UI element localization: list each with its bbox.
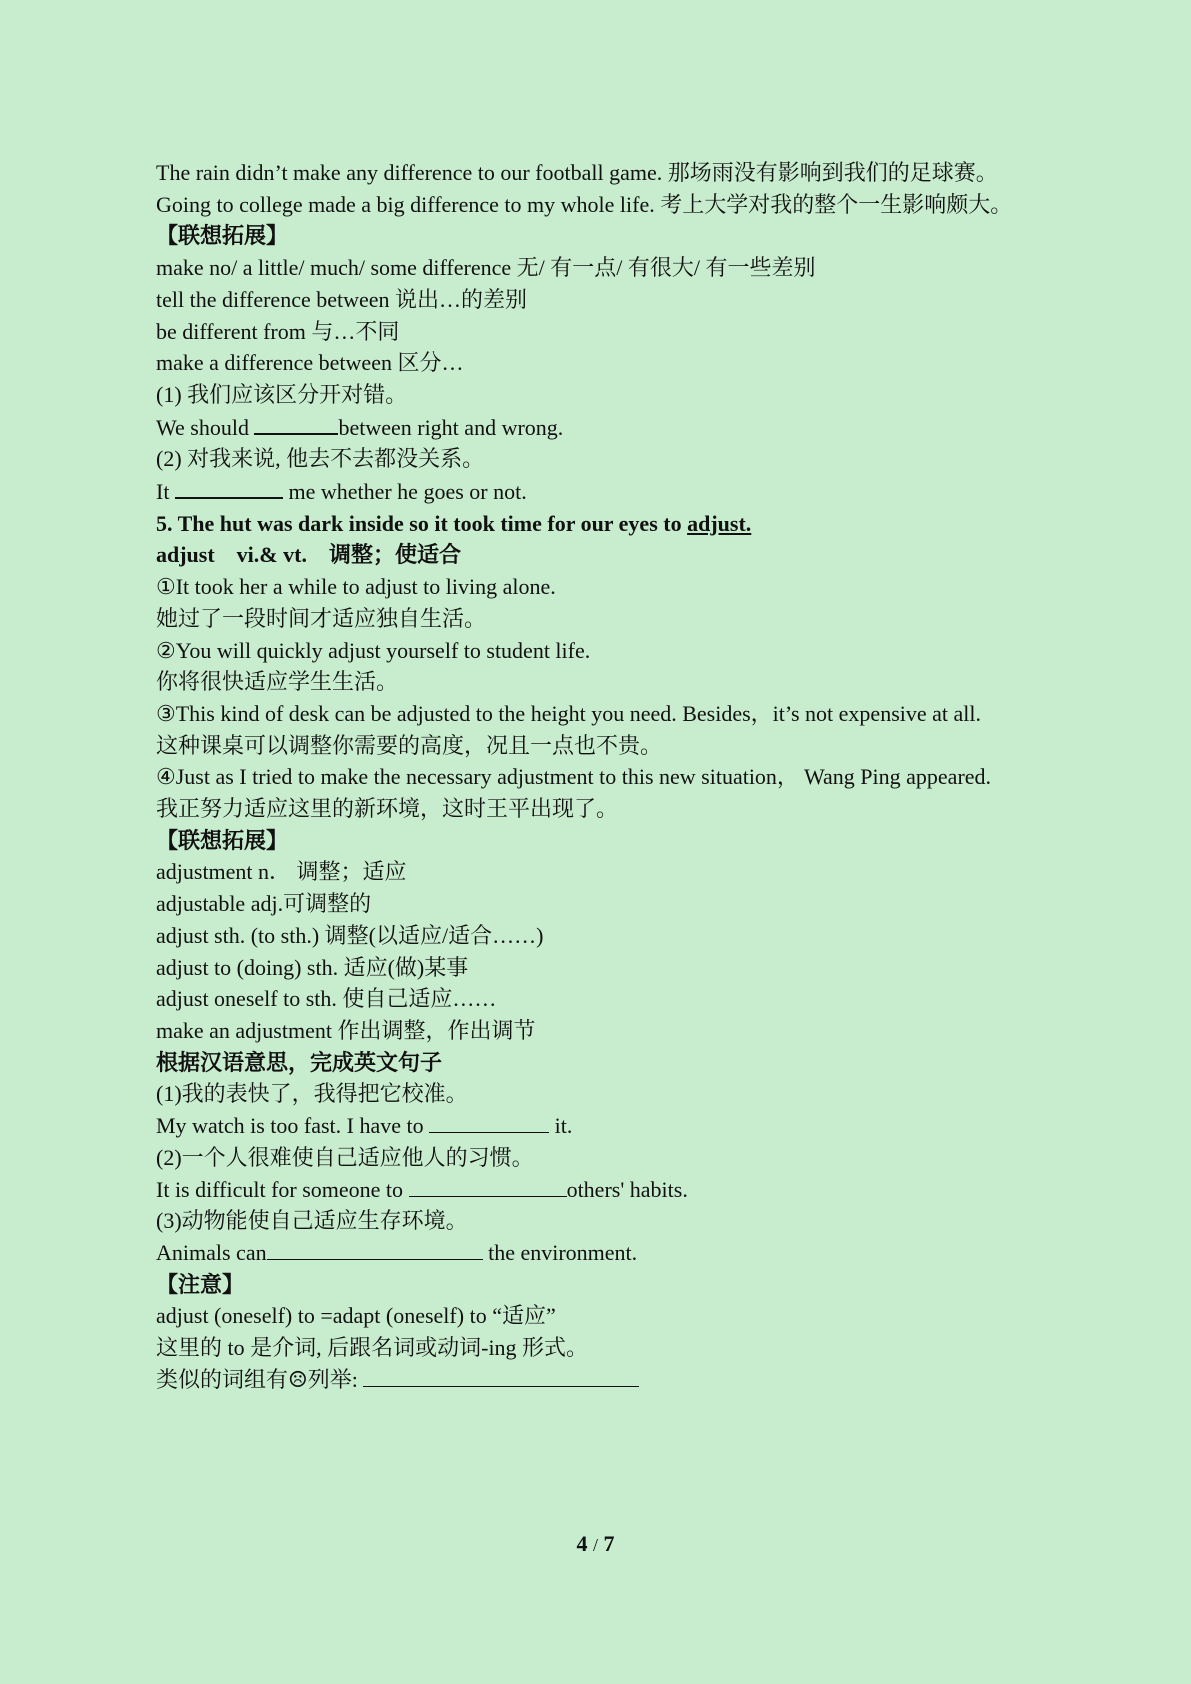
answer-blank[interactable] xyxy=(267,1237,483,1260)
exercise-text: It is difficult for someone to xyxy=(156,1176,409,1202)
exercise-text: others' habits. xyxy=(566,1176,688,1202)
phrase-line: adjust oneself to sth. 使自己适应…… xyxy=(156,986,497,1012)
example-sentence: The rain didn’t make any difference to our football game. 那场雨没有影响到我们的足球赛。 xyxy=(156,160,998,185)
example-sentence: ①It took her a while to adjust to living alone. xyxy=(156,574,556,600)
answer-blank[interactable] xyxy=(254,411,338,435)
exercise-prompt: (2)一个人很难使自己适应他人的习惯。 xyxy=(156,1144,534,1170)
phrase-line: adjust sth. (to sth.) 调整(以适应/适合……) xyxy=(156,922,544,948)
phrase-line: adjustment n． 调整；适应 xyxy=(156,859,407,885)
total-pages: 7 xyxy=(603,1531,615,1556)
example-sentence: ③This kind of desk can be adjusted to the height you need. Besides，it’s not expensive at all. xyxy=(156,700,982,726)
document-body xyxy=(108,157,1028,1395)
exercise-prompt: (1)我的表快了，我得把它校准。 xyxy=(156,1081,468,1107)
note-text: 类似的词组有☹列举: xyxy=(156,1366,364,1392)
exercise-prompt: (1) 我们应该区分开对错。 xyxy=(156,381,408,407)
answer-blank[interactable] xyxy=(175,475,283,499)
exercise-sentence xyxy=(108,1110,1028,1142)
example-sentence: ④Just as I tried to make the necessary adjustment to this new situation， Wang Ping appeared. xyxy=(156,764,992,790)
translation: 她过了一段时间才适应独自生活。 xyxy=(156,605,487,631)
section-heading: 根据汉语意思，完成英文句子 xyxy=(156,1049,443,1075)
exercise-text: My watch is too fast. I have to xyxy=(156,1113,430,1139)
key-word: adjust. xyxy=(687,510,752,536)
exercise-text: me whether he goes or not. xyxy=(282,479,527,505)
phrase-line: make no/ a little/ much/ some difference 无/ 有一点/ 有很大/ 有一些差别 xyxy=(156,255,816,281)
exercise-text: Animals can xyxy=(156,1239,267,1265)
phrase-line: adjustable adj.可调整的 xyxy=(156,891,372,917)
word-entry: adjust vi.& vt. 调整；使适合 xyxy=(156,542,461,568)
exercise-prompt: (2) 对我来说, 他去不去都没关系。 xyxy=(156,446,485,472)
exercise-sentence xyxy=(108,1237,1028,1269)
phrase-line: make an adjustment 作出调整，作出调节 xyxy=(156,1017,536,1043)
key-sentence xyxy=(108,508,1028,540)
section-heading: 【注意】 xyxy=(156,1271,245,1297)
exercise-text: We should xyxy=(156,414,255,440)
phrase-line: adjust to (doing) sth. 适应(做)某事 xyxy=(156,954,469,980)
exercise-sentence xyxy=(108,1174,1028,1206)
answer-blank[interactable] xyxy=(363,1364,639,1387)
translation: 你将很快适应学生生活。 xyxy=(156,669,399,695)
translation: 这种课桌可以调整你需要的高度，况且一点也不贵。 xyxy=(156,732,663,758)
page-separator: / xyxy=(592,1535,598,1555)
exercise-sentence xyxy=(108,475,1028,508)
phrase-line: tell the difference between 说出…的差别 xyxy=(156,286,528,312)
key-sentence-text: 5. The hut was dark inside so it took time for our eyes to xyxy=(156,510,688,536)
phrase-line: make a difference between 区分… xyxy=(156,350,464,376)
page-number xyxy=(0,1531,1191,1557)
answer-blank[interactable] xyxy=(409,1174,567,1197)
example-sentence: ②You will quickly adjust yourself to student life. xyxy=(156,637,591,663)
answer-blank[interactable] xyxy=(429,1110,549,1133)
note-line xyxy=(108,1364,1028,1396)
note-line: 这里的 to 是介词, 后跟名词或动词-ing 形式。 xyxy=(156,1335,589,1361)
exercise-text: It xyxy=(156,479,175,505)
section-heading: 【联想拓展】 xyxy=(156,827,289,853)
example-sentence: Going to college made a big difference to my whole life. 考上大学对我的整个一生影响颇大。 xyxy=(156,191,1013,217)
translation: 我正努力适应这里的新环境，这时王平出现了。 xyxy=(156,796,619,822)
exercise-text: it. xyxy=(549,1113,573,1139)
exercise-prompt: (3)动物能使自己适应生存环境。 xyxy=(156,1208,468,1234)
exercise-text: between right and wrong. xyxy=(338,414,564,440)
exercise-sentence xyxy=(108,411,1028,444)
phrase-line: be different from 与…不同 xyxy=(156,318,400,344)
exercise-text: the environment. xyxy=(482,1239,638,1265)
note-line: adjust (oneself) to =adapt (oneself) to “适应” xyxy=(156,1303,556,1329)
current-page: 4 xyxy=(576,1531,588,1556)
section-heading: 【联想拓展】 xyxy=(156,223,289,249)
